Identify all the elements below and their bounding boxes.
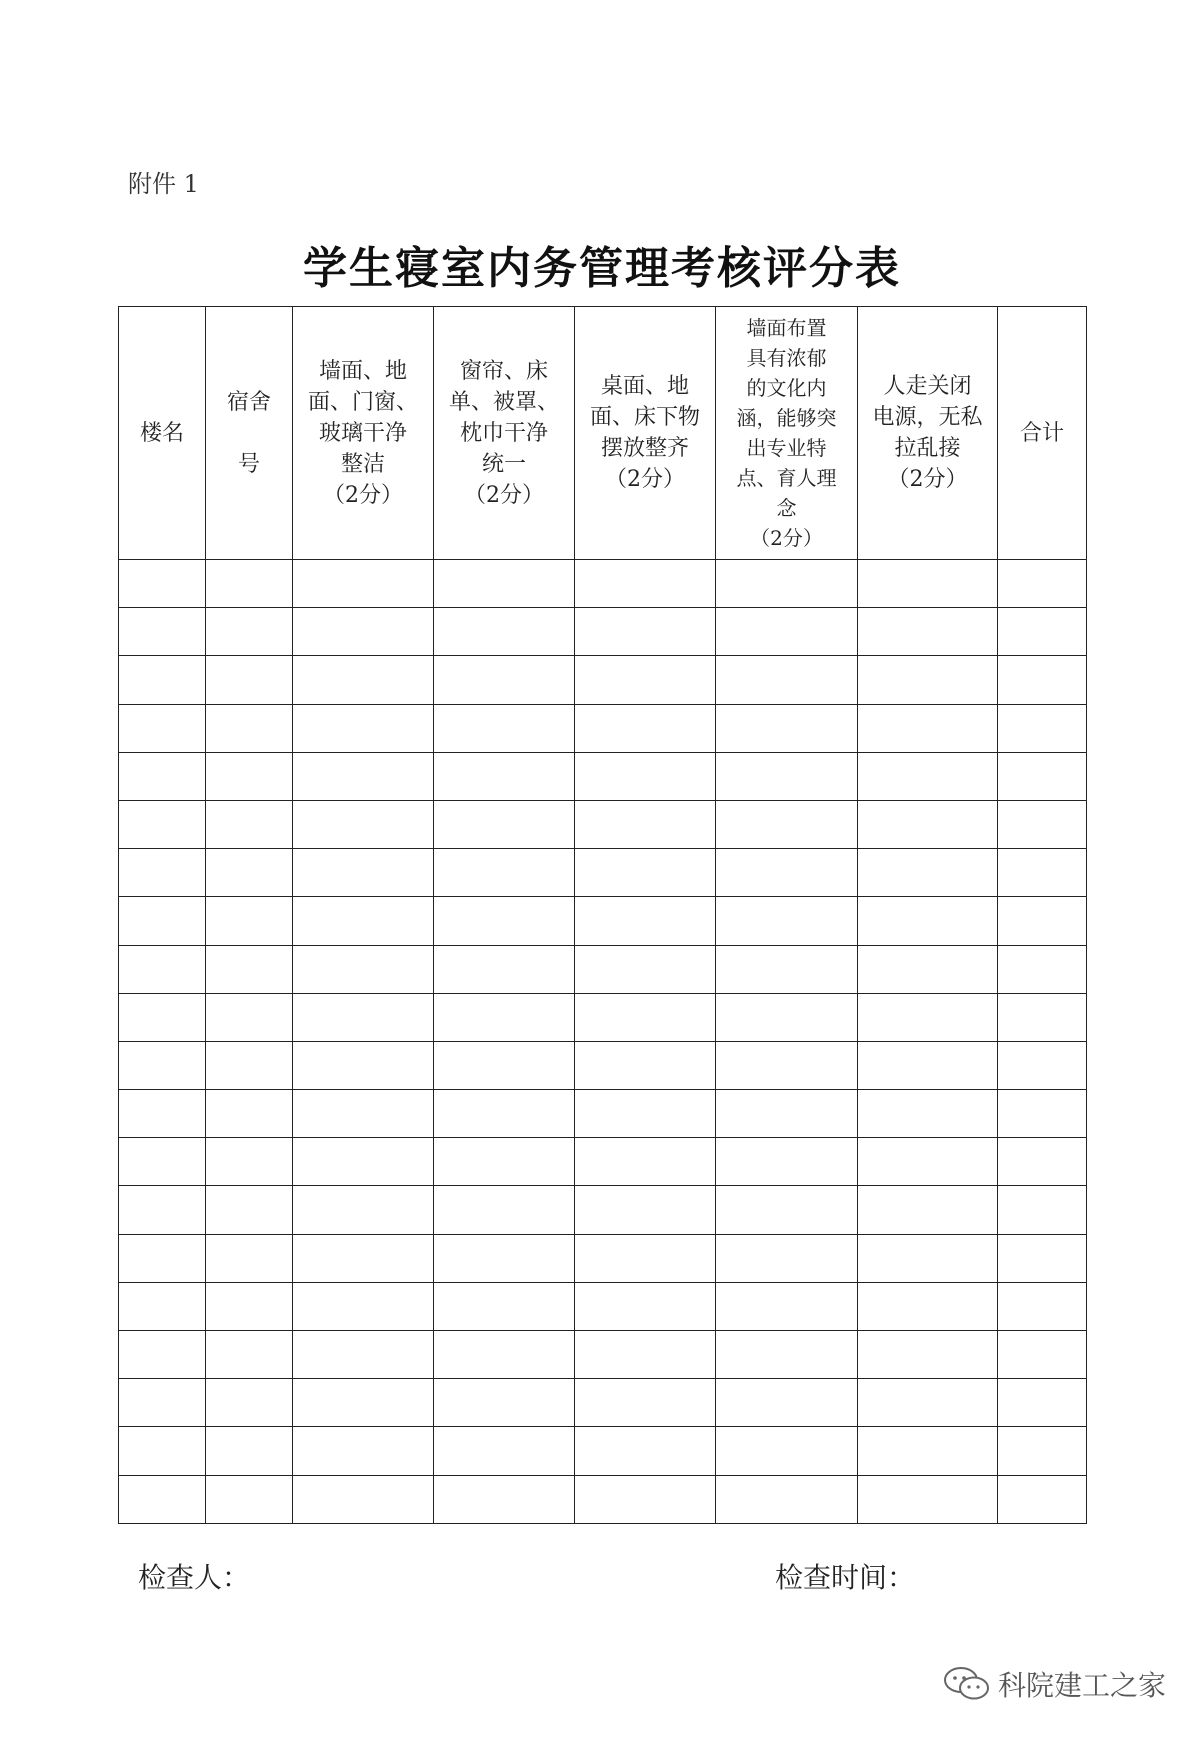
table-cell[interactable] <box>575 704 716 752</box>
table-cell[interactable] <box>716 1331 858 1379</box>
table-cell[interactable] <box>293 560 434 608</box>
table-cell[interactable] <box>858 656 998 704</box>
table-cell[interactable] <box>434 1090 575 1138</box>
table-row <box>119 800 1087 848</box>
table-cell[interactable] <box>293 1186 434 1234</box>
table-cell[interactable] <box>716 752 858 800</box>
table-cell[interactable] <box>119 1138 206 1186</box>
table-cell[interactable] <box>575 849 716 897</box>
attachment-label: 附件 1 <box>128 170 199 198</box>
table-cell[interactable] <box>998 1282 1087 1330</box>
table-cell[interactable] <box>293 1475 434 1523</box>
table-cell[interactable] <box>998 1427 1087 1475</box>
table-cell[interactable] <box>575 993 716 1041</box>
table-cell[interactable] <box>716 800 858 848</box>
table-cell[interactable] <box>858 800 998 848</box>
table-cell[interactable] <box>575 1041 716 1089</box>
table-cell[interactable] <box>119 656 206 704</box>
table-cell[interactable] <box>998 1379 1087 1427</box>
table-cell[interactable] <box>206 1475 293 1523</box>
table-cell[interactable] <box>858 1379 998 1427</box>
table-cell[interactable] <box>716 897 858 945</box>
table-cell[interactable] <box>998 608 1087 656</box>
table-cell[interactable] <box>716 1379 858 1427</box>
table-cell[interactable] <box>206 1331 293 1379</box>
table-cell[interactable] <box>119 1234 206 1282</box>
table-cell[interactable] <box>575 800 716 848</box>
table-cell[interactable] <box>858 1186 998 1234</box>
table-cell[interactable] <box>206 897 293 945</box>
inspection-time-label: 检查时间： <box>775 1561 916 1594</box>
table-cell[interactable] <box>716 1186 858 1234</box>
table-cell[interactable] <box>206 1379 293 1427</box>
table-cell[interactable] <box>206 1041 293 1089</box>
table-cell[interactable] <box>575 1138 716 1186</box>
table-row <box>119 1475 1087 1523</box>
wechat-icon <box>942 1664 992 1704</box>
table-row <box>119 608 1087 656</box>
table-cell[interactable] <box>206 1427 293 1475</box>
table-row <box>119 1427 1087 1475</box>
header-wall-floor-clean: 墙面、地 面、门窗、 玻璃干净 整洁 （2分） <box>293 307 434 560</box>
table-cell[interactable] <box>434 752 575 800</box>
table-cell[interactable] <box>119 1282 206 1330</box>
table-cell[interactable] <box>293 945 434 993</box>
table-cell[interactable] <box>434 1282 575 1330</box>
table-cell[interactable] <box>119 1090 206 1138</box>
table-cell[interactable] <box>858 849 998 897</box>
table-cell[interactable] <box>998 945 1087 993</box>
table-cell[interactable] <box>858 1041 998 1089</box>
table-cell[interactable] <box>119 1475 206 1523</box>
table-cell[interactable] <box>716 1427 858 1475</box>
table-row <box>119 1331 1087 1379</box>
table-cell[interactable] <box>293 1282 434 1330</box>
table-cell[interactable] <box>434 993 575 1041</box>
table-cell[interactable] <box>998 1090 1087 1138</box>
table-cell[interactable] <box>998 560 1087 608</box>
table-cell[interactable] <box>998 1041 1087 1089</box>
table-row <box>119 1282 1087 1330</box>
table-cell[interactable] <box>119 945 206 993</box>
table-row <box>119 1041 1087 1089</box>
table-cell[interactable] <box>119 1427 206 1475</box>
header-wall-culture: 墙面布置 具有浓郁 的文化内 涵，能够突 出专业特 点、育人理 念 （2分） <box>716 307 858 560</box>
table-cell[interactable] <box>716 1234 858 1282</box>
table-cell[interactable] <box>575 656 716 704</box>
table-cell[interactable] <box>434 656 575 704</box>
table-cell[interactable] <box>858 945 998 993</box>
table-cell[interactable] <box>858 560 998 608</box>
table-row <box>119 1138 1087 1186</box>
table-cell[interactable] <box>858 1427 998 1475</box>
table-body <box>119 560 1087 1524</box>
table-row <box>119 1186 1087 1234</box>
table-cell[interactable] <box>434 1234 575 1282</box>
table-cell[interactable] <box>858 1138 998 1186</box>
table-cell[interactable] <box>575 1331 716 1379</box>
table-cell[interactable] <box>858 1090 998 1138</box>
table-cell[interactable] <box>858 1475 998 1523</box>
table-row <box>119 656 1087 704</box>
table-cell[interactable] <box>434 1186 575 1234</box>
table-cell[interactable] <box>716 1041 858 1089</box>
table-cell[interactable] <box>998 752 1087 800</box>
table-row <box>119 704 1087 752</box>
table-row <box>119 897 1087 945</box>
table-cell[interactable] <box>293 897 434 945</box>
table-cell[interactable] <box>575 1282 716 1330</box>
table-cell[interactable] <box>575 1090 716 1138</box>
table-cell[interactable] <box>434 608 575 656</box>
table-cell[interactable] <box>434 1041 575 1089</box>
table-cell[interactable] <box>716 608 858 656</box>
table-cell[interactable] <box>434 800 575 848</box>
table-cell[interactable] <box>716 560 858 608</box>
table-row <box>119 849 1087 897</box>
table-cell[interactable] <box>119 897 206 945</box>
table-cell[interactable] <box>858 1234 998 1282</box>
scoring-table <box>118 306 1087 1524</box>
table-cell[interactable] <box>434 1331 575 1379</box>
table-cell[interactable] <box>206 993 293 1041</box>
header-power-off: 人走关闭 电源，无私 拉乱接 （2分） <box>858 307 998 560</box>
table-cell[interactable] <box>206 608 293 656</box>
page-title: 学生寝室内务管理考核评分表 <box>303 243 901 294</box>
table-cell[interactable] <box>998 800 1087 848</box>
table-cell[interactable] <box>293 1379 434 1427</box>
table-cell[interactable] <box>716 849 858 897</box>
table-cell[interactable] <box>119 849 206 897</box>
table-cell[interactable] <box>206 1186 293 1234</box>
table-cell[interactable] <box>998 1475 1087 1523</box>
table-cell[interactable] <box>858 752 998 800</box>
table-cell[interactable] <box>293 704 434 752</box>
table-cell[interactable] <box>575 1379 716 1427</box>
table-row <box>119 1090 1087 1138</box>
table-cell[interactable] <box>716 993 858 1041</box>
table-cell[interactable] <box>434 1379 575 1427</box>
table-cell[interactable] <box>858 704 998 752</box>
table-cell[interactable] <box>119 752 206 800</box>
header-building: 楼名 <box>119 307 206 560</box>
table-cell[interactable] <box>858 1282 998 1330</box>
table-cell[interactable] <box>119 1379 206 1427</box>
table-cell[interactable] <box>434 704 575 752</box>
table-cell[interactable] <box>434 1475 575 1523</box>
table-cell[interactable] <box>575 1475 716 1523</box>
table-cell[interactable] <box>293 849 434 897</box>
watermark-text: 科院建工之家 <box>997 1669 1166 1702</box>
table-cell[interactable] <box>206 752 293 800</box>
table-cell[interactable] <box>293 1331 434 1379</box>
table-cell[interactable] <box>206 656 293 704</box>
table-cell[interactable] <box>119 800 206 848</box>
header-bedding-clean: 窗帘、床 单、被罩、 枕巾干净 统一 （2分） <box>434 307 575 560</box>
table-cell[interactable] <box>206 1282 293 1330</box>
table-cell[interactable] <box>998 1138 1087 1186</box>
table-cell[interactable] <box>293 1041 434 1089</box>
table-cell[interactable] <box>293 1090 434 1138</box>
table-cell[interactable] <box>575 560 716 608</box>
table-cell[interactable] <box>716 1138 858 1186</box>
table-cell[interactable] <box>858 897 998 945</box>
table-cell[interactable] <box>998 849 1087 897</box>
table-cell[interactable] <box>716 704 858 752</box>
table-cell[interactable] <box>293 608 434 656</box>
table-cell[interactable] <box>206 1234 293 1282</box>
header-row <box>119 307 1087 560</box>
table-cell[interactable] <box>998 897 1087 945</box>
table-cell[interactable] <box>119 993 206 1041</box>
table-cell[interactable] <box>293 656 434 704</box>
table-cell[interactable] <box>716 945 858 993</box>
table-cell[interactable] <box>998 993 1087 1041</box>
table-cell[interactable] <box>434 849 575 897</box>
table-row <box>119 1234 1087 1282</box>
table-cell[interactable] <box>575 1427 716 1475</box>
header-dorm-number: 宿舍 号 <box>206 307 293 560</box>
table-cell[interactable] <box>293 752 434 800</box>
table-cell[interactable] <box>434 897 575 945</box>
table-cell[interactable] <box>206 945 293 993</box>
table-cell[interactable] <box>998 1234 1087 1282</box>
table-cell[interactable] <box>575 608 716 656</box>
table-cell[interactable] <box>206 1090 293 1138</box>
table-row <box>119 560 1087 608</box>
table-cell[interactable] <box>434 945 575 993</box>
watermark <box>942 1664 1166 1704</box>
table-cell[interactable] <box>119 1331 206 1379</box>
table-cell[interactable] <box>434 1427 575 1475</box>
table-cell[interactable] <box>575 752 716 800</box>
table-cell[interactable] <box>293 1234 434 1282</box>
table-cell[interactable] <box>206 800 293 848</box>
table-cell[interactable] <box>998 1331 1087 1379</box>
table-cell[interactable] <box>119 560 206 608</box>
table-cell[interactable] <box>998 704 1087 752</box>
table-cell[interactable] <box>293 993 434 1041</box>
table-row <box>119 752 1087 800</box>
table-cell[interactable] <box>434 560 575 608</box>
table-cell[interactable] <box>293 800 434 848</box>
table-cell[interactable] <box>434 1138 575 1186</box>
table-row <box>119 945 1087 993</box>
table-cell[interactable] <box>716 1282 858 1330</box>
table-cell[interactable] <box>206 560 293 608</box>
table-cell[interactable] <box>119 608 206 656</box>
table-cell[interactable] <box>293 1427 434 1475</box>
table-row <box>119 993 1087 1041</box>
table-cell[interactable] <box>575 897 716 945</box>
table-cell[interactable] <box>716 1475 858 1523</box>
header-desk-tidy: 桌面、地 面、床下物 摆放整齐 （2分） <box>575 307 716 560</box>
table-cell[interactable] <box>575 1186 716 1234</box>
table-cell[interactable] <box>119 1186 206 1234</box>
table-cell[interactable] <box>575 945 716 993</box>
table-cell[interactable] <box>206 849 293 897</box>
table-cell[interactable] <box>716 656 858 704</box>
table-cell[interactable] <box>206 704 293 752</box>
table-cell[interactable] <box>858 608 998 656</box>
table-cell[interactable] <box>293 1138 434 1186</box>
table-cell[interactable] <box>858 993 998 1041</box>
table-cell[interactable] <box>575 1234 716 1282</box>
inspector-label: 检查人： <box>138 1561 251 1594</box>
table-cell[interactable] <box>858 1331 998 1379</box>
table-cell[interactable] <box>119 704 206 752</box>
table-cell[interactable] <box>998 656 1087 704</box>
table-row <box>119 1379 1087 1427</box>
table-cell[interactable] <box>716 1090 858 1138</box>
header-total: 合计 <box>998 307 1087 560</box>
table-cell[interactable] <box>998 1186 1087 1234</box>
table-cell[interactable] <box>206 1138 293 1186</box>
table-cell[interactable] <box>119 1041 206 1089</box>
